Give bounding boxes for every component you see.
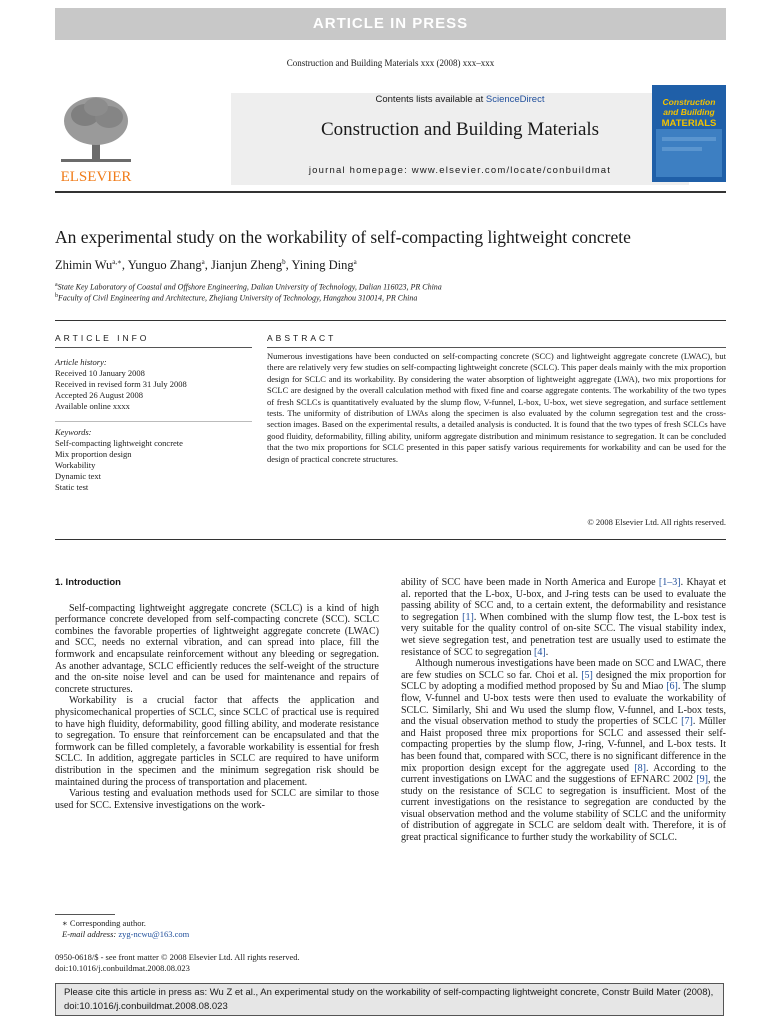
author-name: Zhimin Wu [55,258,113,273]
citation-box: Please cite this article in press as: Wu Z et al., An experimental study on the workability of self-compacting lightweight concrete, Constr Build Mater (2008), doi:10.1016/j.conbuildmat.2008.08.023 [55,983,724,1016]
article-title: An experimental study on the workability of self-compacting lightweight concrete [55,227,631,247]
keywords [55,427,255,493]
journal-cover-icon [652,85,726,182]
journal-homepage: journal homepage: www.elsevier.com/locate/conbuildmat [308,165,612,176]
abstract-heading: ABSTRACT [267,333,337,343]
copyright: © 2008 Elsevier Ltd. All rights reserved. [587,517,726,527]
text-run: designed the mix proportion for SCLC by adopting a modified method proposed by Su and Miao [401,669,726,693]
affiliation-mark: a [55,282,58,288]
paragraph: Self-compacting lightweight aggregate concrete (SCLC) is a kind of high performance concrete developed from self-compacting concrete (SCC). SCLC combines the favorable properties of lightweight aggregate concrete (LWAC) and SCC, needs no external vibration, and can spread into place, fill the formwork and encapsulate reinforcement without any bleeding or segregation. As another advantage, SCLC efficiently reduces the self-weight of the structure and the on-site noise level and can be used for maintenance and repairs of concrete structures. [55,602,379,695]
keyword: Mix proportion design [55,449,132,459]
divider [55,347,252,348]
article-info-heading: ARTICLE INFO [55,333,150,343]
doi-line: doi:10.1016/j.conbuildmat.2008.08.023 [55,963,190,973]
keyword: Workability [55,460,96,470]
reference-link[interactable]: [8] [634,762,646,774]
abstract-text: Numerous investigations have been conducted on self-compacting concrete (SCC) and lightweight aggregate concrete (LWAC), but there are relatively very few studies on self-compacting lightweight concrete (SCLC). This paper deals mainly with the mix proportion design for SCLC and its workability. By considering the water absorption of lightweight aggregate (LWA), two mix proportions for SCLC are designed by the overall calculation method with fixed fine and coarse aggregate contents. The workability of the two types of fresh SCLCs is quantitatively evaluated by the slump flow, V-funnel, L-box, U-box, wet sieve segregation, and surface settlement tests. The uniformity of distribution of LWAs along the specimen is also evaluated by the column segregation test and the cross-section images. Based on the experimental results, a detailed analysis is conducted. It is found that the two types of fresh SCLCs have good fluidity, deformability, filling ability, uniform aggregate distribution and minimum resistance to segregation. It can be concluded that the two mix proportions for SCLC presented in this paper satisfy various requirements for workability and can be used for the design of practical concrete structures. [267,351,726,464]
history-label: Article history: [55,357,107,367]
reference-link[interactable]: [1–3] [658,577,681,588]
text-run: . According to the current investigations on LWAC and the suggestions of EFNARC 2002 [401,762,727,786]
footnote-text: Corresponding author. [69,918,146,928]
author-list: Zhimin $Wu^{a,∗}$, Yunguo Zhang$^a$, Jianjun Zheng$^b$, Yining Ding$^a$ [55,258,357,273]
reference-link[interactable]: [5] [581,669,593,681]
keyword: Static test [55,482,89,492]
email-link[interactable]: zyg-ncwu@163.com [118,929,190,939]
affiliation-text: Faculty of Civil Engineering and Architecture, Zhejiang University of Technology, Hangzhou 310014, PR China [58,293,418,303]
cover-line-3: MATERIALS [661,118,717,129]
keyword: Self-compacting lightweight concrete [55,438,183,448]
footnote [62,918,189,940]
contents-prefix: Contents lists available at [375,94,486,105]
text-run: . Müller and Haist proposed three mix proportions for SCLC and assessed their self-compacting properties by the slump flow, J-ring, V-funnel, and L-box tests. It has been found that, compared with SCC, there is no significant difference in the mix proportion design except for the aggregate used [401,716,726,774]
divider [55,539,726,540]
corresponding-author-note: ∗ Corresponding author. [62,918,146,928]
text-run: ability of SCC have been made in North America and Europe [401,577,659,588]
header-rule [55,191,726,193]
section-heading: 1. Introduction [55,577,121,588]
divider [267,347,726,348]
text-run: . The slump flow, V-funnel and U-box tests were then used to evaluate the workability of SCLC. Similarly, Shi and Wu used the slump flow, V-funnel, and L-box tests, and the visual observation method to study the properties of SCLC [401,681,726,728]
author-name: Yining Ding [291,258,354,273]
keywords-label: Keywords: [55,427,92,437]
reference-link[interactable]: [9] [696,774,708,786]
left-column [55,577,379,811]
divider [55,421,252,422]
author-name: Jianjun Zheng [211,258,283,273]
journal-header [55,85,726,185]
keyword: Dynamic text [55,471,102,481]
paragraph: Various testing and evaluation methods used for SCLC are similar to those used for SCC. Extensive investigations on the work- [55,788,379,811]
reference-link[interactable]: [6] [666,681,678,693]
affiliation-mark: b [55,293,58,299]
reference-link[interactable]: [7] [681,716,693,728]
author-affil-mark: b [282,258,286,266]
journal-cover-image [652,85,726,182]
elsevier-logo [55,89,137,185]
email-label: E-mail address: [62,929,119,939]
article-history [55,357,255,412]
divider [55,320,726,321]
affiliation [55,293,417,303]
journal-citation-line: Construction and Building Materials xxx (2008) xxx–xxx [286,58,495,68]
history-item: Available online xxxx [55,401,130,411]
cover-line-2: and Building [663,107,715,117]
author-affil-mark: a [353,258,357,266]
affiliation-text: State Key Laboratory of Coastal and Offshore Engineering, Dalian University of Technology, Dalian 116023, PR China [57,282,442,292]
text-run: . Khayat et al. reported that the L-box, U-box, and J-ring tests can be used to evaluate the passing ability of SCC and, to a certain extent, the deformability and resistance to segregation [401,577,726,623]
journal-header-panel [231,93,689,185]
affiliation [55,282,442,292]
paragraph [401,577,726,658]
history-item: Received 10 January 2008 [55,368,145,378]
article-in-press-banner: ARTICLE IN PRESS [55,8,726,40]
reference-link[interactable]: [4] [534,646,546,658]
history-item: Accepted 26 August 2008 [55,390,144,400]
cover-line-1: Construction [662,97,716,107]
journal-title: Construction and Building Materials [320,119,600,140]
email-note [62,929,189,940]
front-matter [55,952,300,974]
author-affil-mark: a [201,258,205,266]
text-run: , the study on the resistance of SCLC to segregation is insufficient. Most of the current investigations on the resistance to segregation are conducted by the visual observation method and the volume stability of SCLC and the uniformity of distribution of aggregate in SCLC are seldom dealt with. Therefore, it is of great practical significance to further study the workability of SCLC. [401,774,726,844]
sciencedirect-link[interactable]: ScienceDirect [485,94,545,105]
reference-link[interactable]: [1] [462,611,474,623]
author-name: Yunguo Zhang [127,258,202,273]
contents-line [231,94,689,105]
publisher-logo-text: ELSEVIER [60,169,132,185]
issn-line: 0950-0618/$ - see front matter © 2008 Elsevier Ltd. All rights reserved. [55,952,300,962]
author-affil-mark: a,∗ [112,258,122,266]
paragraph: Workability is a crucial factor that affects the application and physicomechanical properties of SCLC, since SCLC of practical use is required to have high fluidity, deformability, good filling ability, and moderate resistance to segregation. To ensure that reinforcement can be encapsulated and that the formwork can be filled completely, a favorable workability is essential for fresh SCLC. In addition, aggregate particles in SCLC are required to have uniform distribution in the specimen and the minimum segregation risk should be maintained during the process of transportation and placement. [55,695,379,788]
elsevier-tree-icon [55,89,137,185]
paragraph [401,658,726,844]
history-item: Received in revised form 31 July 2008 [55,379,187,389]
text-run: . When combined with the slump flow test, the L-box test is very suitable for the quality control of on-site SCC. The visual stability index, wet sieve segregation test, and penetration test are usually used to estimate the resistance of SCC to segregation [401,611,726,658]
text-run: . [545,646,549,658]
footnote-rule [55,914,115,915]
text-run: Although numerous investigations have been made on SCC and LWAC, there are few studies on SCLC so far. Choi et al. [401,658,726,681]
right-column [401,577,726,844]
